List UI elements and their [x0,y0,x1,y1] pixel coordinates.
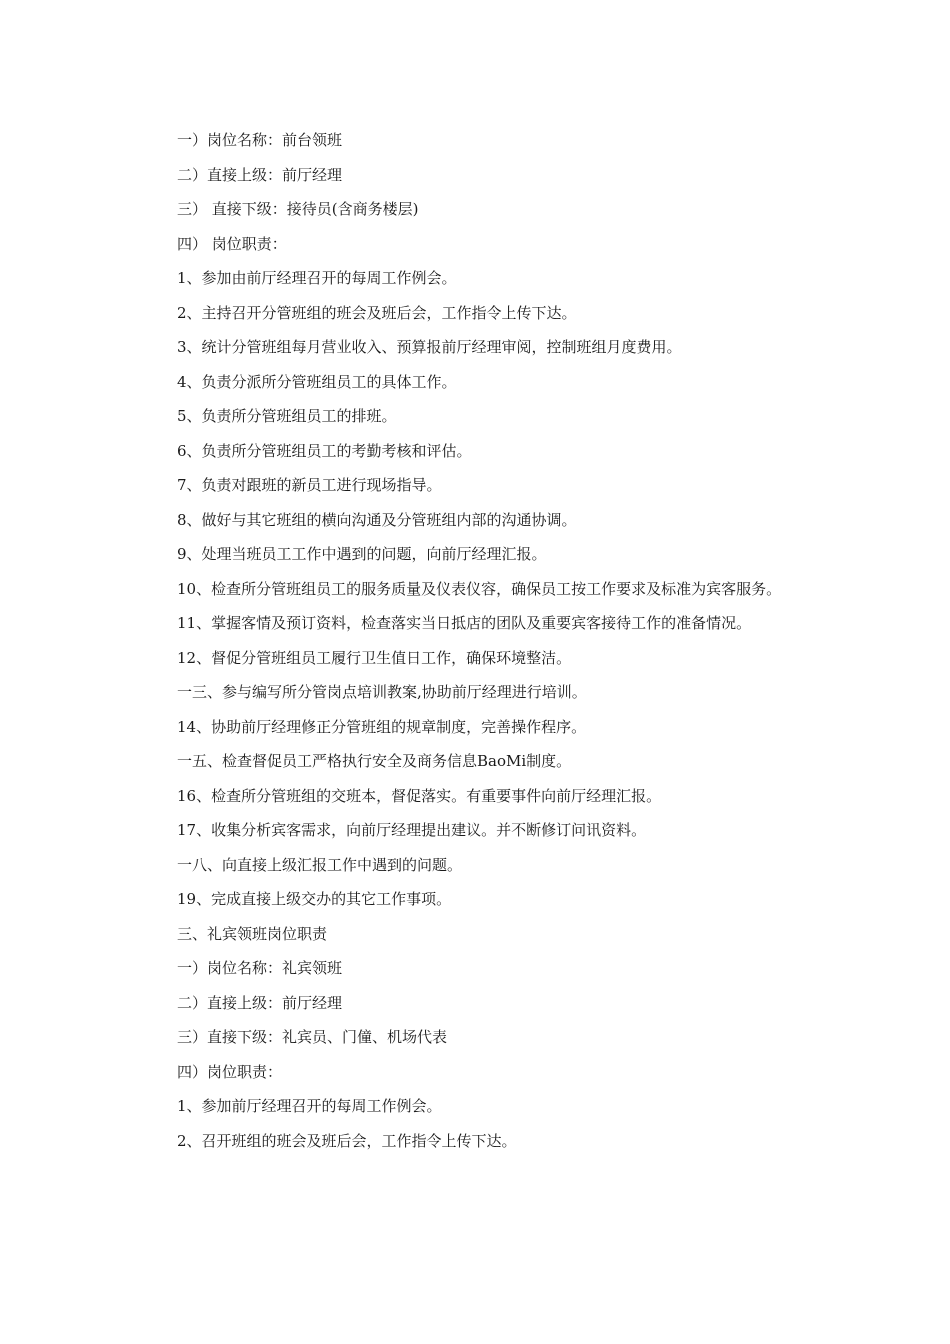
paragraph-3: 三） 直接下级：接待员(含商务楼层) [177,200,419,218]
paragraph-25: 一）岗位名称：礼宾领班 [177,959,343,977]
paragraph-15: 11、掌握客情及预订资料，检查落实当日抵店的团队及重要宾客接待工作的准备情况。 [177,614,752,632]
section-heading: 三、礼宾领班岗位职责 [177,924,328,943]
document-body [145,123,815,1158]
paragraph-22: 一八、向直接上级汇报工作中遇到的问题。 [177,855,463,874]
paragraph-21: 17、收集分析宾客需求，向前厅经理提出建议。并不断修订问讯资料。 [177,821,647,839]
paragraph-10: 6、负责所分管班组员工的考勤考核和评估。 [177,441,472,460]
paragraph-20: 16、检查所分管班组的交班本，督促落实。有重要事件向前厅经理汇报。 [177,786,662,805]
paragraph-28: 四）岗位职责： [177,1062,283,1081]
paragraph-17: 一三、参与编写所分管岗点培训教案,协助前厅经理进行培训。 [177,683,587,701]
paragraph-2: 二）直接上级：前厅经理 [177,165,343,184]
paragraph-7: 3、统计分管班组每月营业收入、预算报前厅经理审阅，控制班组月度费用。 [177,338,682,356]
paragraph-27: 三）直接下级：礼宾员、门僮、机场代表 [177,1028,448,1046]
paragraph-6: 2、主持召开分管班组的班会及班后会，工作指令上传下达。 [177,303,577,322]
paragraph-11: 7、负责对跟班的新员工进行现场指导。 [177,476,442,494]
paragraph-1: 一）岗位名称：前台领班 [177,131,343,149]
paragraph-19: 一五、检查督促员工严格执行安全及商务信息BaoMi制度。 [177,752,572,770]
paragraph-9: 5、负责所分管班组员工的排班。 [177,407,397,425]
paragraph-14: 10、检查所分管班组员工的服务质量及仪表仪容，确保员工按工作要求及标准为宾客服务。 [177,579,782,598]
paragraph-4: 四） 岗位职责： [177,234,287,253]
paragraph-29: 1、参加前厅经理召开的每周工作例会。 [177,1097,442,1115]
paragraph-5: 1、参加由前厅经理召开的每周工作例会。 [177,269,457,287]
paragraph-16: 12、督促分管班组员工履行卫生值日工作，确保环境整洁。 [177,648,572,667]
paragraph-23: 19、完成直接上级交办的其它工作事项。 [177,890,452,908]
paragraph-12: 8、做好与其它班组的横向沟通及分管班组内部的沟通协调。 [177,510,577,529]
paragraph-13: 9、处理当班员工工作中遇到的问题，向前厅经理汇报。 [177,545,547,563]
paragraph-26: 二）直接上级：前厅经理 [177,993,343,1012]
paragraph-18: 14、协助前厅经理修正分管班组的规章制度，完善操作程序。 [177,717,587,736]
paragraph-8: 4、负责分派所分管班组员工的具体工作。 [177,372,457,391]
paragraph-30: 2、召开班组的班会及班后会，工作指令上传下达。 [177,1131,517,1150]
